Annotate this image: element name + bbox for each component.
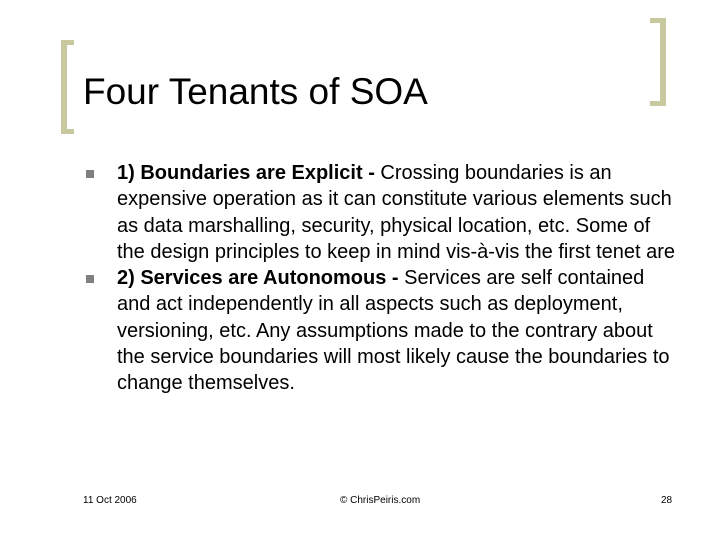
right-bracket-decoration <box>650 18 666 106</box>
footer-page-number: 28 <box>661 495 673 506</box>
bullet-list <box>83 160 683 397</box>
footer-date: 11 Oct 2006 <box>83 495 137 506</box>
bullet-text: Crossing boundaries is an expensive operation as it can constitute various elements such as data marshalling, security, physical location, etc. Some of the design principles to keep in mind vis-à-vis the first tenet are <box>117 162 676 263</box>
left-bracket-decoration <box>61 40 74 134</box>
bullet-heading: 1) Boundaries are Explicit - <box>117 162 381 184</box>
bullet-heading: 2) Services are Autonomous - <box>117 267 405 290</box>
bullet-item-boundaries <box>83 160 683 265</box>
footer-copyright: © ChrisPeiris.com <box>340 495 421 506</box>
bullet-item-autonomous <box>83 265 683 396</box>
square-bullet-icon <box>86 170 94 178</box>
slide-title: Four Tenants of SOA <box>83 71 428 112</box>
square-bullet-icon <box>86 275 94 283</box>
bullet-text: Services are self contained and act independently in all aspects such as deployment, versioning, etc. Any assumptions made to the contrary about the service boundaries will most likely cause the boundaries to change themselves. <box>117 267 670 395</box>
